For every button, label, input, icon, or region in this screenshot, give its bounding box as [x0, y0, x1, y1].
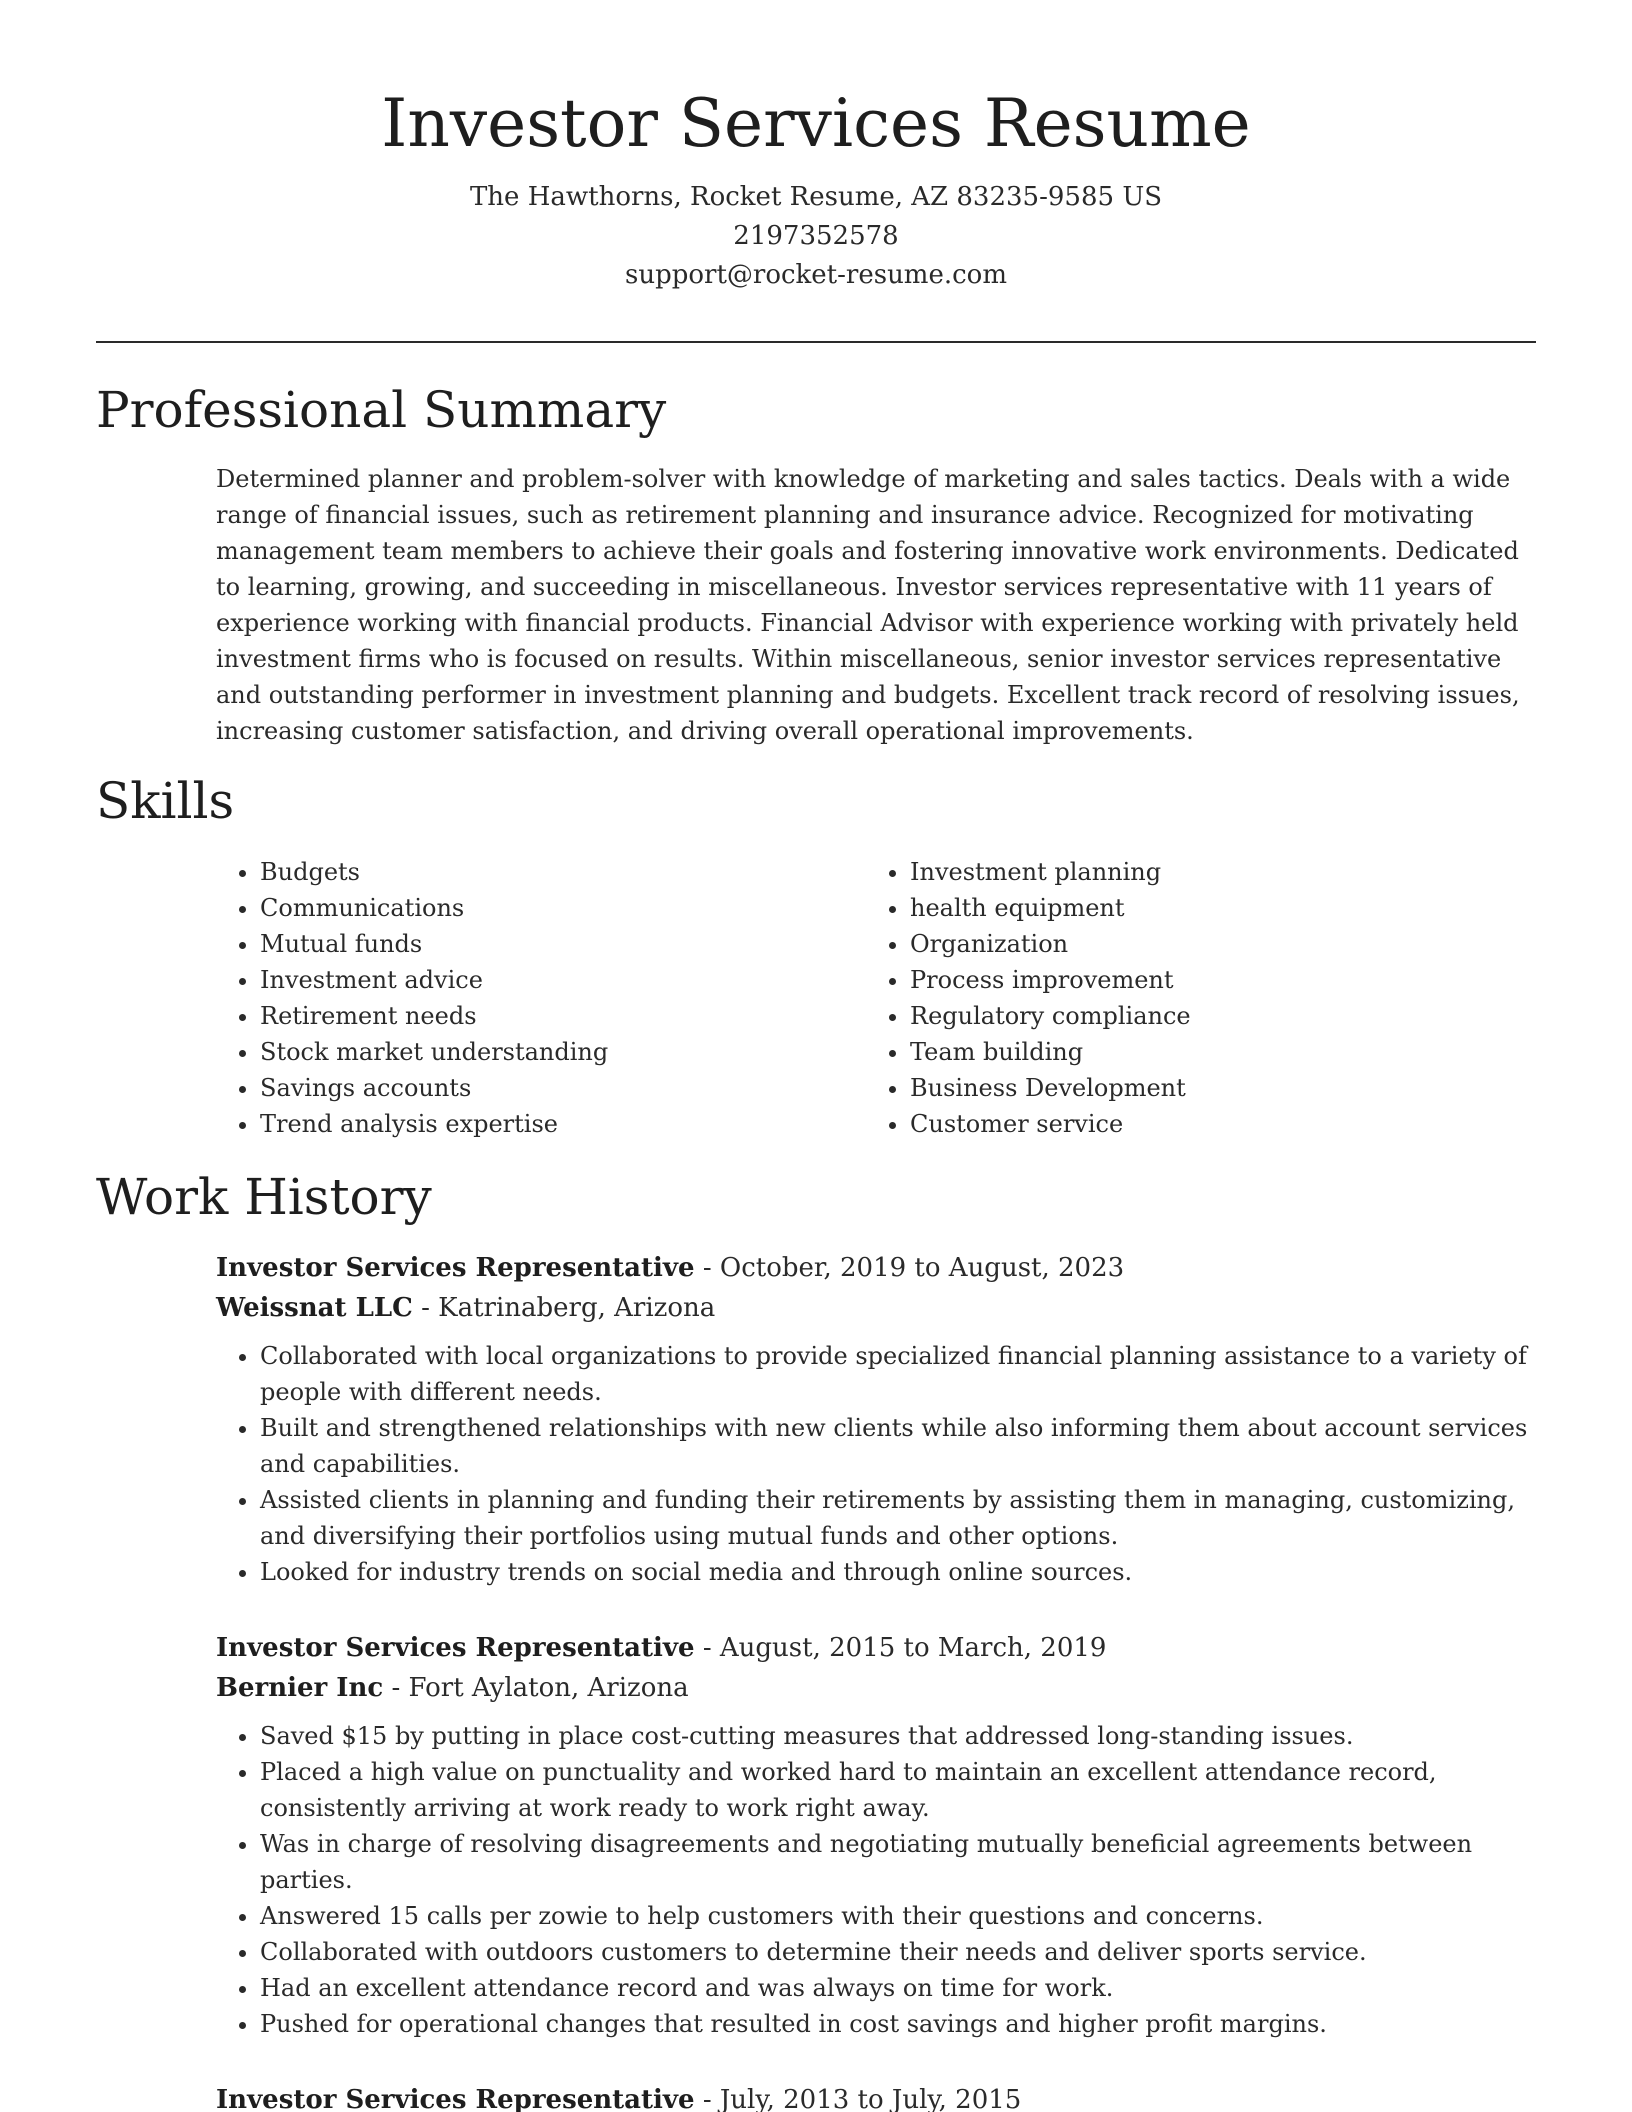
job-company: Bernier Inc	[216, 1673, 384, 1703]
job-location: - Fort Aylaton, Arizona	[383, 1673, 689, 1703]
job-bullet: • Looked for industry trends on social media and through online sources.	[260, 1554, 1536, 1590]
job-bullet: • Placed a high value on punctuality and worked hard to maintain an excellent attendance record, consistently arriving at work ready to work right away.	[260, 1754, 1536, 1826]
job-bullet: • Collaborated with outdoors customers to determine their needs and deliver sports service.	[260, 1934, 1536, 1970]
job-company-line	[216, 1668, 1536, 1708]
skill-item: • Team building	[910, 1034, 1506, 1070]
job-title: Investor Services Representative	[216, 2085, 695, 2112]
job-entry	[216, 2080, 1536, 2112]
job-location: - Katrinaberg, Arizona	[412, 1293, 716, 1323]
skill-item: • Budgets	[260, 854, 856, 890]
skill-item: • Mutual funds	[260, 926, 856, 962]
summary-text: Determined planner and problem-solver with knowledge of marketing and sales tactics. Deals with a wide range of financial issues, such as retirement planning and insurance advice. Recognized for motivating management team members to achieve their goals and fostering innovative work environments. Dedicated to learning, growing, and succeeding in miscellaneous. Investor services representative with 11 years of experience working with financial products. Financial Advisor with experience working with privately held investment firms who is focused on results. Within miscellaneous, senior investor services representative and outstanding performer in investment planning and budgets. Excellent track record of resolving issues, increasing customer satisfaction, and driving overall operational improvements.	[216, 465, 1520, 745]
skill-item: • Organization	[910, 926, 1506, 962]
contact-phone: 2197352578	[733, 221, 899, 251]
skill-item: • Investment advice	[260, 962, 856, 998]
resume-title: Investor Services Resume	[381, 85, 1251, 162]
job-bullets	[216, 1718, 1536, 2042]
contact-email: support@rocket-resume.com	[624, 260, 1007, 290]
header-divider	[96, 341, 1536, 343]
skill-item: • Business Development	[910, 1070, 1506, 1106]
skill-item: • Process improvement	[910, 962, 1506, 998]
job-bullet: • Assisted clients in planning and funding their retirements by assisting them in managing, customizing, and diversifying their portfolios using mutual funds and other options.	[260, 1482, 1536, 1554]
job-title-line	[216, 2080, 1536, 2112]
job-bullets	[216, 1338, 1536, 1590]
skills-list-left	[216, 854, 856, 1142]
job-entry	[216, 1248, 1536, 1590]
job-bullet: • Built and strengthened relationships with new clients while also informing them about account services and capabilities.	[260, 1410, 1536, 1482]
skill-item: • Communications	[260, 890, 856, 926]
job-bullet: • Was in charge of resolving disagreements and negotiating mutually beneficial agreements between parties.	[260, 1826, 1536, 1898]
skills-list-right	[866, 854, 1506, 1142]
skill-item: • Stock market understanding	[260, 1034, 856, 1070]
job-bullet: • Answered 15 calls per zowie to help customers with their questions and concerns.	[260, 1898, 1536, 1934]
job-bullet: • Collaborated with local organizations to provide specialized financial planning assistance to a variety of people with different needs.	[260, 1338, 1536, 1410]
job-company: Weissnat LLC	[216, 1293, 413, 1323]
job-company-line	[216, 1288, 1536, 1328]
job-entry	[216, 1628, 1536, 2042]
resume-header	[0, 84, 1632, 295]
summary-heading: Professional Summary	[96, 381, 667, 439]
job-title: Investor Services Representative	[216, 1633, 695, 1663]
job-bullet: • Saved $15 by putting in place cost-cutting measures that addressed long-standing issues.	[260, 1718, 1536, 1754]
skill-item: • Regulatory compliance	[910, 998, 1506, 1034]
job-title-line	[216, 1248, 1536, 1288]
skill-item: • Customer service	[910, 1106, 1506, 1142]
job-title-line	[216, 1628, 1536, 1668]
job-dates: - August, 2015 to March, 2019	[694, 1633, 1107, 1663]
contact-info	[0, 178, 1632, 295]
skill-item: • health equipment	[910, 890, 1506, 926]
contact-address: The Hawthorns, Rocket Resume, AZ 83235-9585 US	[469, 182, 1163, 212]
job-bullet: • Had an excellent attendance record and was always on time for work.	[260, 1970, 1536, 2006]
job-bullet: • Pushed for operational changes that resulted in cost savings and higher profit margins.	[260, 2006, 1536, 2042]
skills-heading: Skills	[96, 772, 235, 830]
skill-item: • Investment planning	[910, 854, 1506, 890]
skill-item: • Savings accounts	[260, 1070, 856, 1106]
job-dates: - October, 2019 to August, 2023	[694, 1253, 1125, 1283]
skill-item: • Retirement needs	[260, 998, 856, 1034]
skill-item: • Trend analysis expertise	[260, 1106, 856, 1142]
job-dates: - July, 2013 to July, 2015	[694, 2085, 1022, 2112]
job-title: Investor Services Representative	[216, 1253, 695, 1283]
work-history-heading: Work History	[96, 1168, 432, 1226]
